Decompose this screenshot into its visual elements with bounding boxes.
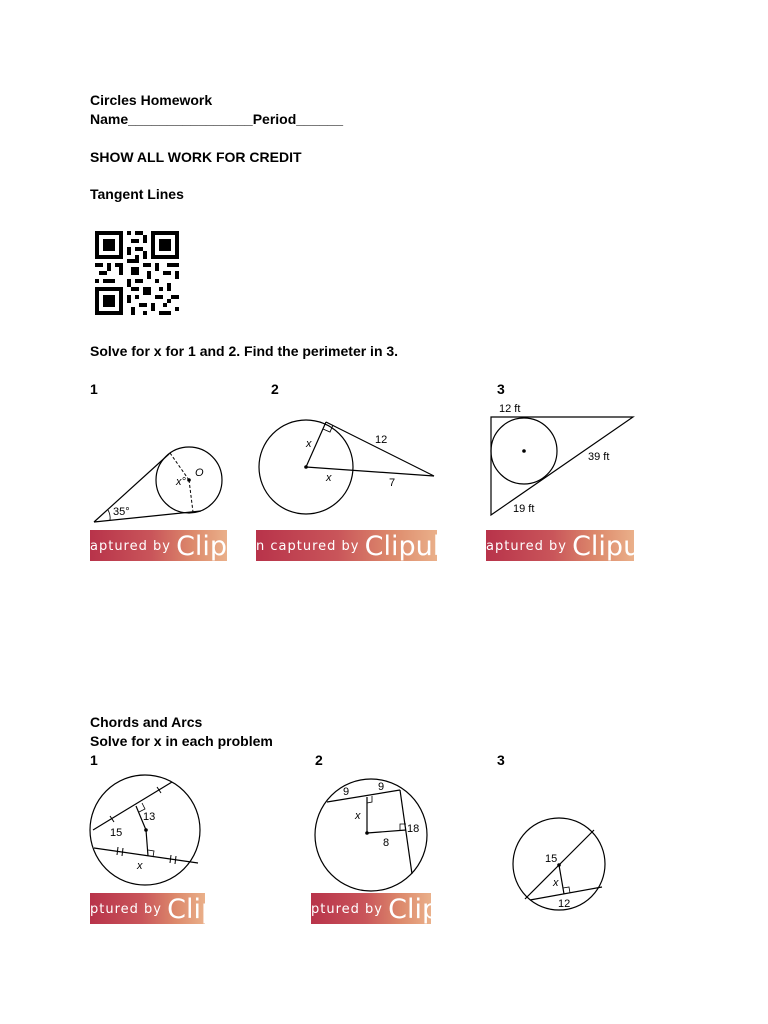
- fig2-x-bottom-label: x: [326, 472, 332, 484]
- chord2-9b-label: 9: [378, 781, 385, 793]
- tangent-lines-heading: Tangent Lines: [90, 186, 184, 202]
- fig3-bottom-label: 19 ft: [513, 503, 535, 515]
- chords-problem-1-number: 1: [90, 752, 98, 768]
- tangent-prompt: Solve for x for 1 and 2. Find the perimeter in 3.: [90, 343, 399, 359]
- chord1-13-label: 13: [143, 811, 156, 823]
- homework-title: Circles Homework: [90, 92, 213, 108]
- clipular-watermark-5: ptured by Clip: [311, 894, 440, 925]
- chord3-x-label: x: [553, 877, 559, 889]
- chords-prompt: Solve for x in each problem: [90, 733, 273, 749]
- fig1-center-label: O: [195, 467, 204, 479]
- chord2-9a-label: 9: [343, 786, 350, 798]
- chord2-x-label: x: [355, 810, 361, 822]
- tangent-problem-1-number: 1: [90, 381, 98, 397]
- chord1-15-label: 15: [110, 827, 123, 839]
- tangent-figure-1: [90, 440, 230, 530]
- tangent-problem-3-number: 3: [497, 381, 505, 397]
- clipular-watermark-1: aptured by Clipu: [90, 531, 245, 562]
- tangent-figure-2: [256, 410, 441, 525]
- fig1-angle-x-label: x°: [176, 476, 186, 488]
- chord1-x-label: x: [137, 860, 143, 872]
- fig2-7-label: 7: [389, 477, 396, 489]
- chord-figure-3: [510, 815, 610, 915]
- fig2-12-label: 12: [375, 434, 388, 446]
- clipular-watermark-2: n captured by Clipulo: [256, 531, 457, 562]
- chord3-12-label: 12: [558, 898, 571, 910]
- chord2-18-label: 18: [407, 823, 420, 835]
- fig2-x-top-label: x: [306, 438, 312, 450]
- chord-figure-1: [90, 772, 205, 890]
- instruction-text: SHOW ALL WORK FOR CREDIT: [90, 149, 302, 165]
- fig3-top-label: 12 ft: [499, 403, 521, 415]
- clipular-watermark-4: ptured by Clip: [90, 894, 219, 925]
- chords-problem-3-number: 3: [497, 752, 505, 768]
- name-period-line: Name________________Period______: [90, 111, 343, 127]
- qr-code: [95, 230, 179, 316]
- chords-arcs-heading: Chords and Arcs: [90, 714, 203, 730]
- chord3-15-label: 15: [545, 853, 558, 865]
- clipular-watermark-3: aptured by Clipu: [486, 531, 641, 562]
- tangent-problem-2-number: 2: [271, 381, 279, 397]
- tangent-figure-3: [486, 400, 638, 522]
- fig1-angle-35-label: 35°: [113, 506, 130, 518]
- chord-figure-2: [313, 776, 425, 894]
- fig3-hyp-label: 39 ft: [588, 451, 610, 463]
- chord2-8-label: 8: [383, 837, 390, 849]
- chords-problem-2-number: 2: [315, 752, 323, 768]
